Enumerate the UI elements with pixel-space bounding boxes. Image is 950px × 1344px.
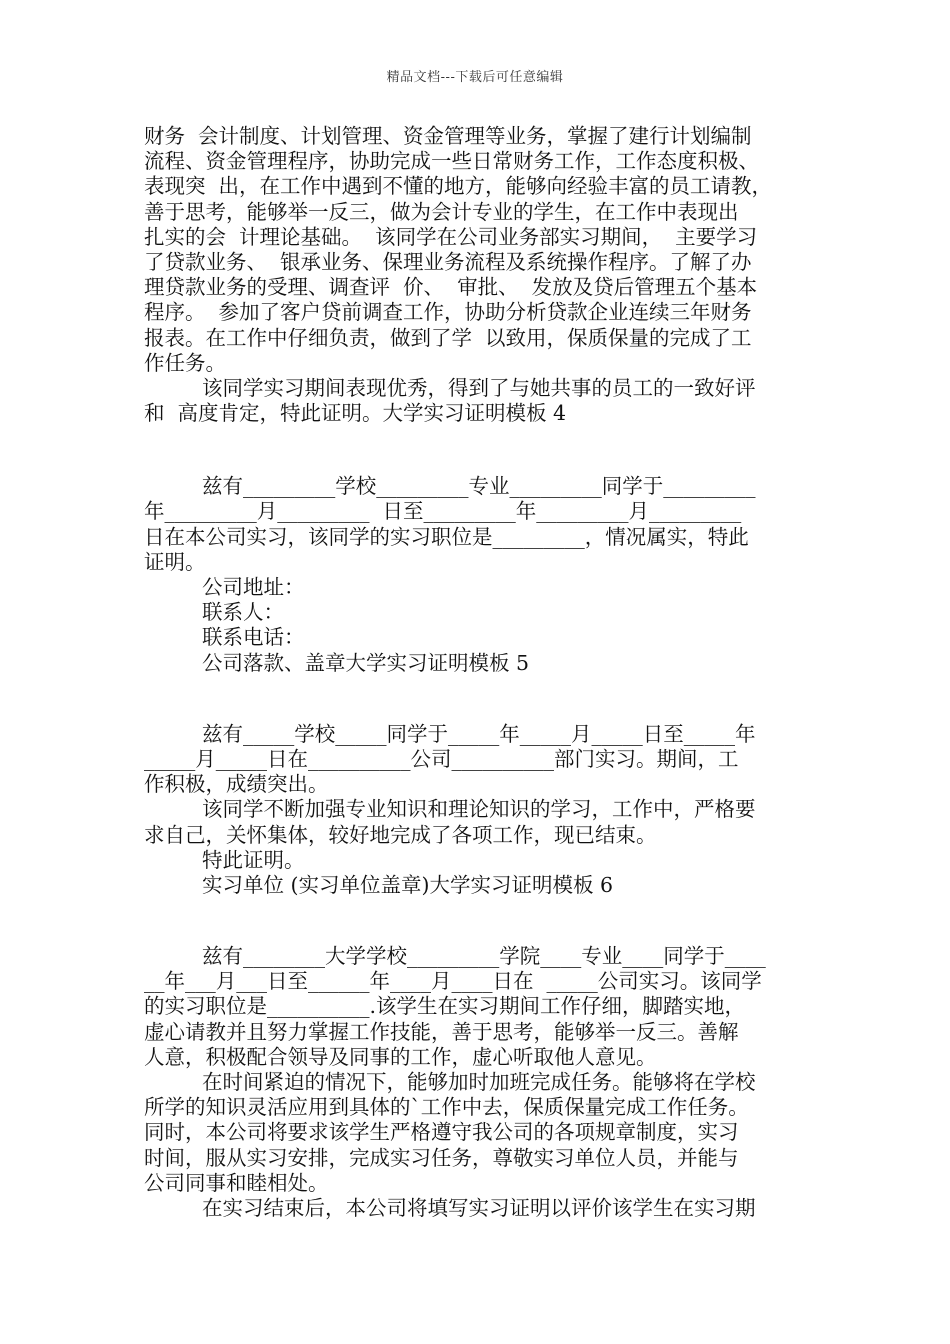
form-line: 兹有________大学学校_________学院____专业____同学于____ bbox=[202, 944, 766, 969]
paragraph-line: 公司同事和睦相处。 bbox=[144, 1170, 329, 1195]
paragraph-line: 了贷款业务、 银承业务、保理业务流程及系统操作程序。了解了办 bbox=[144, 249, 752, 274]
form-line: 日在本公司实习，该同学的实习职位是_________，情况属实，特此 bbox=[144, 524, 749, 549]
section-gap bbox=[144, 898, 809, 944]
paragraph-line: 财务 会计制度、计划管理、资金管理等业务，掌握了建行计划编制 bbox=[144, 124, 752, 148]
paragraph-line: 善于思考，能够举一反三，做为会计专业的学生，在工作中表现出 bbox=[144, 199, 739, 224]
certify-line: 特此证明。 bbox=[202, 847, 305, 872]
template-6-heading-line: 实习单位 (实习单位盖章)大学实习证明模板 6 bbox=[202, 872, 614, 897]
form-line: 年_________月_________ 日至_________年_________月_________ bbox=[144, 499, 742, 524]
paragraph-line: 所学的知识灵活应用到具体的`工作中去，保质保量完成工作任务。 bbox=[144, 1095, 749, 1120]
paragraph-line: 理贷款业务的受理、调查评 价、 审批、 发放及贷后管理五个基本 bbox=[144, 275, 758, 300]
paragraph-line: 表现突 出，在工作中遇到不懂的地方，能够向经验丰富的员工请教， bbox=[144, 174, 773, 199]
page-header: 精品文档---下载后可任意编辑 bbox=[386, 70, 564, 85]
form-line: 兹有_________学校_________专业_________同学于_________ bbox=[202, 474, 756, 499]
template-4-heading-line: 和 高度肯定，特此证明。大学实习证明模板 4 bbox=[144, 401, 567, 426]
section-gap bbox=[144, 426, 809, 474]
form-line: 兹有_____学校_____同学于_____年_____月_____日至_____年 bbox=[202, 721, 756, 746]
paragraph-line: 在时间紧迫的情况下，能够加时加班完成任务。能够将在学校 bbox=[202, 1070, 756, 1094]
paragraph-line: 虚心请教并且努力掌握工作技能，善于思考，能够举一反三。善解 bbox=[144, 1019, 739, 1044]
paragraph-line: 流程、资金管理程序，协助完成一些日常财务工作，工作态度积极、 bbox=[144, 149, 759, 174]
form-line: __年___月___日至______年____月____日在 _____公司实习。该同学 bbox=[144, 969, 762, 994]
contact-phone-label: 联系电话： bbox=[202, 625, 305, 650]
contact-person-label: 联系人： bbox=[202, 600, 284, 625]
paragraph-line: 求自己，关怀集体，较好地完成了各项工作，现已结束。 bbox=[144, 822, 657, 847]
template-5-heading-line: 公司落款、盖章大学实习证明模板 5 bbox=[202, 650, 530, 675]
paragraph-line: 报表。在工作中仔细负责，做到了学 以致用，保质保量的完成了工 bbox=[144, 325, 752, 350]
paragraph-line: 人意，积极配合领导及同事的工作，虚心听取他人意见。 bbox=[144, 1044, 657, 1069]
paragraph-line: 该同学实习期间表现优秀，得到了与她共事的员工的一致好评 bbox=[202, 375, 756, 400]
section-gap bbox=[144, 676, 809, 722]
document-body bbox=[144, 124, 809, 1221]
form-line: _____月_____日在__________公司__________部门实习。期间，工 bbox=[144, 746, 739, 771]
form-line: 证明。 bbox=[144, 549, 206, 574]
paragraph-line: 作积极，成绩突出。 bbox=[144, 772, 329, 797]
paragraph-line: 该同学不断加强专业知识和理论知识的学习，工作中，严格要 bbox=[202, 797, 756, 822]
paragraph-line: 作任务。 bbox=[144, 350, 226, 375]
paragraph-line: 同时，本公司将要求该学生严格遵守我公司的各项规章制度，实习 bbox=[144, 1120, 739, 1145]
paragraph-line: 在实习结束后，本公司将填写实习证明以评价该学生在实习期 bbox=[202, 1195, 756, 1220]
paragraph-line: 时间，服从实习安排，完成实习任务，尊敬实习单位人员，并能与 bbox=[144, 1145, 739, 1170]
paragraph-line: 扎实的会 计理论基础。 该同学在公司业务部实习期间， 主要学习 bbox=[144, 224, 758, 249]
form-line: 的实习职位是__________.该学生在实习期间工作仔细，脚踏实地， bbox=[144, 994, 746, 1019]
paragraph-line: 程序。 参加了客户贷前调查工作，协助分析贷款企业连续三年财务 bbox=[144, 300, 752, 325]
company-address-label: 公司地址： bbox=[202, 575, 305, 599]
